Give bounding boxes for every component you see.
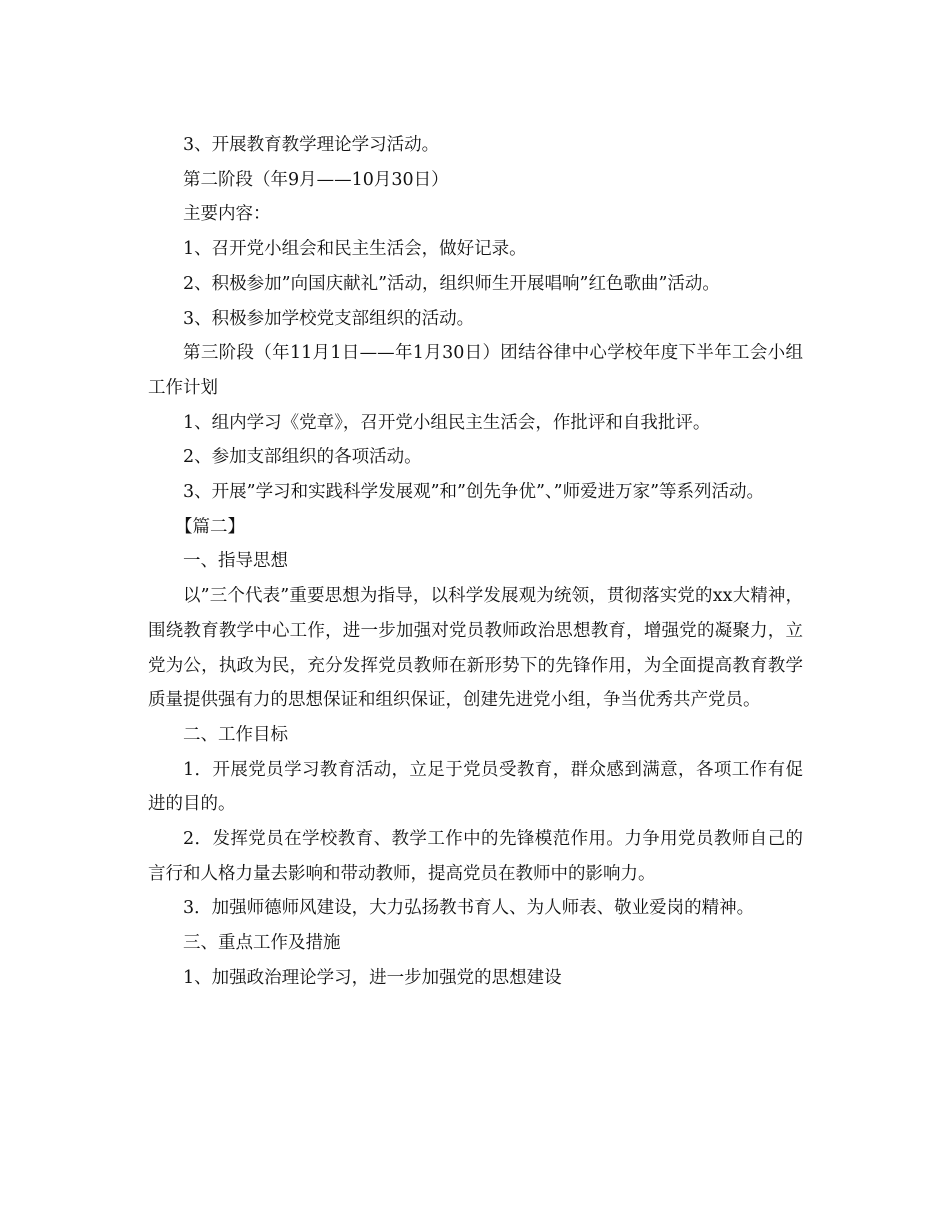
paragraph-goal-2: 2．发挥党员在学校教育、教学工作中的先锋模范作用。力争用党员教师自己的言行和人格力量去影响和带动教师，提高党员在教师中的影响力。 — [148, 829, 803, 884]
paragraph-stage2-heading: 第二阶段（年9月——10月30日） — [183, 169, 449, 190]
paragraph-stage1-item3: 3、开展教育教学理论学习活动。 — [183, 135, 440, 155]
paragraph-main-content-label: 主要内容： — [183, 204, 271, 225]
paragraph-stage3-item3: 3、开展”学习和实践科学发展观”和”创先争优”、”师爱进万家”等系列活动。 — [183, 482, 765, 503]
paragraph-guiding-ideology-body: 以”三个代表”重要思想为指导，以科学发展观为统领，贯彻落实党的xx大精神，围绕教育教学中心工作，进一步加强对党员教师政治思想教育，增强党的凝聚力，立党为公，执政为民，充分发挥党员教师在新形势下的先锋作用，为全面提高教育教学质量提供强有力的思想保证和组织保证，创建先进党小组，争当优秀共产党员。 — [148, 586, 803, 711]
paragraph-stage2-item2: 2、积极参加”向国庆献礼”活动，组织师生开展唱响”红色歌曲”活动。 — [183, 273, 720, 294]
paragraph-key-work-1: 1、加强政治理论学习，进一步加强党的思想建设 — [183, 967, 562, 988]
section-heading-part-two: 【篇二】 — [175, 516, 245, 537]
section-heading-guiding-ideology: 一、指导思想 — [183, 551, 288, 572]
document-page — [148, 128, 803, 996]
paragraph-stage3-item2: 2、参加支部组织的各项活动。 — [183, 447, 422, 468]
paragraph-goal-1: 1．开展党员学习教育活动，立足于党员受教育，群众感到满意，各项工作有促进的目的。 — [148, 759, 803, 815]
section-heading-key-work: 三、重点工作及措施 — [183, 933, 341, 954]
paragraph-stage3-heading: 第三阶段（年11月1日——年1月30日）团结谷律中心学校年度下半年工会小组工作计划 — [148, 343, 803, 398]
paragraph-stage2-item1: 1、召开党小组会和民主生活会，做好记录。 — [183, 239, 527, 260]
section-heading-work-goals: 二、工作目标 — [183, 724, 288, 745]
paragraph-stage2-item3: 3、积极参加学校党支部组织的活动。 — [183, 308, 475, 329]
paragraph-goal-3: 3．加强师德师风建设，大力弘扬教书育人、为人师表、敬业爱岗的精神。 — [183, 898, 755, 919]
paragraph-stage3-item1: 1、组内学习《党章》，召开党小组民主生活会，作批评和自我批评。 — [183, 412, 711, 433]
